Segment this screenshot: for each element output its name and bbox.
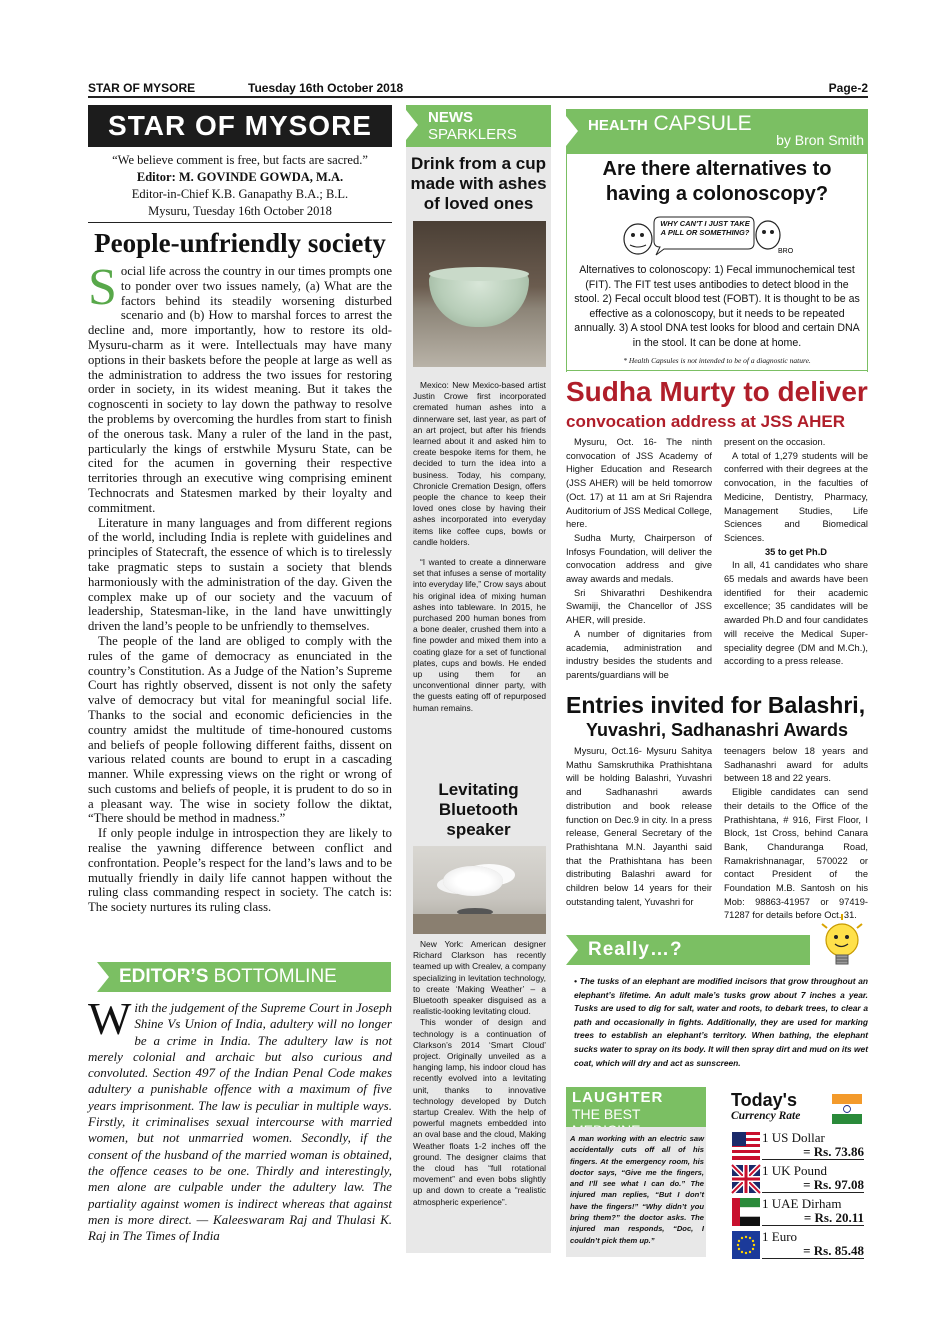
paper-name: STAR OF MYSORE: [88, 81, 196, 95]
sudha-column-1: [566, 436, 712, 683]
health-capsule-body: Alternatives to colonoscopy: 1) Fecal immunochemical test (FIT). The FIT test uses antibodies to detect blood in the stool. 2) Fecal occult blood test (FOBT). It is thought to be as effective as a colonoscopy, but it needs to be repeated annually. 3) A stool DNA test looks for blood and certain DNA in the stool. It can be done at home.: [574, 264, 860, 349]
story-paragraph: Mysuru, Oct. 16- The ninth convocation of JSS Academy of Higher Education and Research (JSS AHER) will be held tomorrow (Oct. 17) at 11 am at Sri Rajendra Auditorium of JSS Medical College, here.: [566, 437, 712, 530]
cartoon-sound: BRO: [778, 248, 794, 255]
divider: [762, 1159, 864, 1160]
editorial-headline: People-unfriendly society: [94, 228, 386, 258]
story-paragraph: New York: American designer Richard Clarkson has recently teamed up with Crealev, a company specializing in levitation technology, to create ‘Making Weather’ – a Bluetooth speaker disguised as a realistic-looking levitating cloud.: [413, 939, 546, 1017]
place-date-line: Mysuru, Tuesday 16th October 2018: [148, 204, 332, 218]
currency-title: Today's: [731, 1090, 797, 1110]
issue-date: Tuesday 16th October 2018: [248, 81, 404, 95]
currency-value: = Rs. 20.11: [803, 1210, 864, 1225]
cloud-speaker-photo: [413, 846, 546, 934]
sudha-headline: Sudha Murty to deliver: [566, 376, 868, 407]
page-header: [88, 80, 868, 98]
currency-row: [728, 1196, 868, 1229]
currency-row: [728, 1163, 868, 1196]
bowl-shape: [429, 273, 529, 327]
really-banner: Really…?: [566, 935, 810, 965]
cartoon-illustration: [620, 213, 794, 257]
story-paragraph: teenagers below 18 years and Sadhanashri award for adults between 18 and 22 years.: [724, 746, 868, 784]
currency-value: = Rs. 85.48: [803, 1243, 864, 1258]
cartoon-speech: WHY CAN'T I JUST TAKE A PILL OR SOMETHING?: [660, 219, 750, 237]
story-subhead: 35 to get Ph.D: [765, 546, 827, 557]
story-headline: Drink from a cup made with ashes of loved ones: [410, 154, 547, 213]
health-capsule-disclaimer: * Health Capsules is not intended to be of a diagnostic nature.: [623, 356, 811, 365]
story-paragraph: Eligible candidates can send their details to the Office of the Prathishtana, # 916, First Floor, I Block, 1st Cross, behind Canara Bank, Chanduranga Road, Ramakrishnanagar, 570022 or contact President of the Foundation M.B. Santosh on his Mob: 98863-41957 or 97419-71287 for details before Oct. 31.: [724, 787, 868, 921]
sudha-subheadline: convocation address at JSS AHER: [566, 412, 846, 431]
bottomline-text: With the judgement of the Supreme Court in Joseph Shine Vs Union of India, adultery will no longer be a crime in India. The adultery law is not merely colonial and archaic but also curious and convoluted. Section 497 of the Indian Penal Code makes adultery a punishable offence with a maximum of five years imprisonment. The law is peculiar in multiple ways. Firstly, it criminalises sexual intercourse with married women, but not unmarried women. Secondly, if the consent of the husband of the married woman is obtained, the offence ceases to be one. Thirdly and interestingly, men alone are culpable under the adultery law. The partiality against women is indirect whereas that against men is more direct. — Kaleeswaram Raj and Thulasi K. Raj in The Times of India: [88, 993, 392, 1244]
currency-value: = Rs. 97.08: [803, 1177, 864, 1192]
currency-row: [728, 1229, 868, 1262]
story-paragraph: Sri Shivarathri Deshikendra Swamiji, the Chancellor of JSS AHER, will preside.: [566, 587, 712, 626]
story-paragraph: Mysuru, Oct.16- Mysuru Sahitya Mathu Samskruthika Prathishtana will be holding Balashri, Yuvashri and Sadhanashri awards distribution and book release function on Dec.9 in city. In a press release, General Secretary of the Prathishtana M.N. Jayanthi said that the Prathishtana has been distributing Balashri award for children below 14 years for their outstanding talent, Yuvashri for: [566, 746, 712, 907]
editors-bottomline-banner: EDITOR’S BOTTOMLINE: [97, 962, 391, 992]
laughter-banner: LAUGHTER THE BEST: [566, 1087, 706, 1127]
health-capsule-title: Are there alternatives to having a colonoscopy?: [602, 158, 832, 205]
eu-flag-icon: [732, 1231, 760, 1259]
editor-in-chief-line: Editor-in-Chief K.B. Ganapathy B.A.; B.L.: [131, 187, 349, 201]
bowl-photo: [413, 221, 546, 367]
currency-name: 1 UAE Dirham: [762, 1196, 842, 1211]
sudha-column-2: [724, 436, 868, 669]
table-surface: [413, 914, 546, 934]
india-flag-icon: [832, 1094, 862, 1124]
story-headline: Levitating Bluetooth speaker: [438, 780, 519, 839]
cloud-shape: [443, 866, 503, 896]
really-text: • The tusks of an elephant are modified incisors that grow throughout an elephant’s lifetime. An adult male’s tusks grow about 7 inches a year. Tusks are used to dig for salt, water and roots, to debark trees, to clear a path and occasionally in fights. Additionally, they are used for marking trees to establish an elephant’s territory. When bathing, the elephant sucks water to spray on its body. It will then spray dirt and mud on its wet coat, which will dry and act as sunscreen.: [574, 976, 868, 1068]
masthead-info: [88, 152, 392, 220]
health-capsule-banner: HEALTH CAPSULE by Bron Smith: [566, 109, 868, 154]
divider: [566, 370, 868, 371]
masthead-logo: STAR OF MYSORE: [88, 105, 392, 147]
currency-name: 1 UK Pound: [762, 1163, 828, 1178]
laughter-text: A man working with an electric saw accidentally cuts off all of his fingers. At the emergency room, his doctor says, “Give me the fingers, and I’ll see what I can do.” The injured man replies, “But I don’t have the fingers!” “Why didn’t you bring them?” the doctor asks. The injured man responds, “Doc, I couldn’t pick them up.”: [570, 1134, 704, 1245]
story-paragraph: A number of dignitaries from academia, administration and industry besides the students and parents/guardians will be: [566, 628, 712, 680]
editorial-paragraph: If only people indulge in introspection they are likely to realise the yawning difference between conflict and confrontation. People’s respect for the land’s laws and to be mutually friendly in daily life cannot happen without the ruling class commanding respect in society. The catch is: The society nurtures its ruling class.: [88, 826, 392, 915]
banner-notch: [97, 962, 109, 992]
masthead-quote: “We believe comment is free, but facts are sacred.”: [112, 153, 368, 167]
entries-subheadline: Yuvashri, Sadhanashri Awards: [585, 720, 849, 740]
entries-headline: Entries invited for Balashri,: [566, 692, 866, 718]
banner-notch: [566, 116, 578, 146]
currency-subtitle: Currency Rate: [731, 1110, 801, 1122]
us-flag-icon: [732, 1132, 760, 1160]
editorial-paragraph: Social life across the country in our times prompts one to ponder over two issues namely, (a) What are the factors behind its steadily worsening disturbed scenario and (b) How to marshal forces to arrest the decline and, more importantly, how to restore its old-Mysuru-charm as it were. Intellectuals may have many options in their baskets before the people at large as well as the administration to address the two issues for restoring order in society, in its widest meaning. But it takes the cognoscenti in society to lay down the pathway to resolve the problems by overcoming the hurdles from start to finish of the onerous task. Many a ruler of the land in the past, particularly the kings of erstwhile Mysuru State, can be cited for the acumen in governing their respective territories through an executive wing comprising eminent Technocrats and Statesmen marked by their loyalty and commitment.: [88, 259, 392, 515]
byline: by Bron Smith: [776, 132, 864, 148]
story-paragraph: Mexico: New Mexico-based artist Justin Crowe first incorporated cremated human ashes into a dinnerware set, last year, as part of an art project, but after his friends learned about it and asked him to create bespoke items for them, he decided to turn the idea into a business. Today, his company, Chronicle Cremation Design, offers people the chance to keep their loved ones close by having their ashes incorporated into everyday items like coffee cups, bowls or candle holders.: [413, 380, 546, 547]
story-paragraph: This wonder of design and technology is a continuation of Clarkson’s 2014 ‘Smart Cloud’ project. Originally unveiled as a hanging lamp, his indoor cloud has recently evolved into a levitating unit, thanks to innovative technology developed by Dutch startup Crealev. With the help of powerful magnets embedded into an oval base and the cloud, Making Weather floats 1-2 inches off the ground. The designer claims that the cloud has “full rotational movement” and even bobs slightly up and down to create a “realistic atmospheric experience”.: [413, 1017, 546, 1207]
story-paragraph: Sudha Murty, Chairperson of Infosys Foundation, will deliver the convocation address and give away awards and medals.: [566, 532, 712, 585]
divider: [88, 222, 392, 223]
editorial-paragraph: Literature in many languages and from different regions of the world, including India is replete with guidelines and principles of Statecraft, the essence of which is to tirelessly take pragmatic steps to sustain a society that blends harmoniously with the administration of the day. Given the complex make up of our society and the vacuum of leadership, Statesman-like, in the land have unwittingly driven the land’s people to be unfriendly to themselves.: [88, 515, 392, 634]
currency-name: 1 Euro: [762, 1229, 798, 1244]
currency-row: [728, 1130, 868, 1163]
story-body: [413, 380, 546, 714]
lightbulb-icon: [814, 912, 870, 972]
editorial-body: [88, 259, 392, 915]
story-paragraph: present on the occasion.: [724, 437, 826, 447]
editor-line: Editor: M. GOVINDE GOWDA, M.A.: [136, 170, 344, 184]
banner-notch: [566, 935, 578, 965]
uae-flag-icon: [732, 1198, 760, 1226]
entries-column-2: [724, 745, 868, 923]
divider: [762, 1225, 864, 1226]
currency-name: 1 US Dollar: [762, 1130, 825, 1145]
story-paragraph: “I wanted to create a dinnerware set that infuses a sense of mortality into everyday life,” Crow says about his original idea of mixing human ashes into tableware. In 2015, he purchased 200 human bones from a bone dealer, crushed them into a fine powder and mixed them into a coating glaze for a set of functional plates, cups and bowls. He ended up using them for an unconventional dinner party, with the guests eating off of repurposed human remains.: [413, 557, 546, 713]
news-sparklers-banner: NEWS SPARKLERS: [406, 105, 551, 147]
currency-value: = Rs. 73.86: [803, 1144, 864, 1159]
drop-cap: S: [88, 259, 117, 316]
banner-notch: [406, 110, 418, 140]
uk-flag-icon: [732, 1165, 760, 1193]
divider: [762, 1258, 864, 1259]
bowl-rim: [429, 267, 529, 281]
drop-cap: W: [88, 993, 132, 1044]
story-paragraph: A total of 1,279 students will be conferred with their degrees at the convocation, in the faculties of Medicine, Dentistry, Pharmacy, Management Studies, Life Sciences and Biomedical Sciences.: [724, 450, 868, 543]
story-body: [413, 939, 546, 1208]
page-number: Page-2: [828, 81, 868, 95]
editorial-paragraph: The people of the land are obliged to comply with the rules of the game of democracy as enunciated in the country’s Constitution. As a Judge of the Nation’s Supreme Court has rightly observed, dissent is not only the safety valve of democracy but vital for meaningful social life. Thanks to the social and economic deficiencies in the country amidst the multitude of time-honoured customs and beliefs of people following different faiths, dissent on various related counts are bound to erupt in a cascading manner. While expressing views on the right or wrong of such customs and beliefs of people, it is prudent to do so in a pleasant way. The wise in society follow the diktat, “There should be method in madness.”: [88, 633, 392, 826]
divider: [762, 1192, 864, 1193]
entries-column-1: [566, 745, 712, 909]
story-paragraph: In all, 41 candidates who share 65 medals and awards have been identified for their academic excellence; 35 candidates will be awarded Ph.D and four candidates will receive the Medical Super-speciality degree (DM and M.Ch.), according to a press release.: [724, 560, 868, 667]
